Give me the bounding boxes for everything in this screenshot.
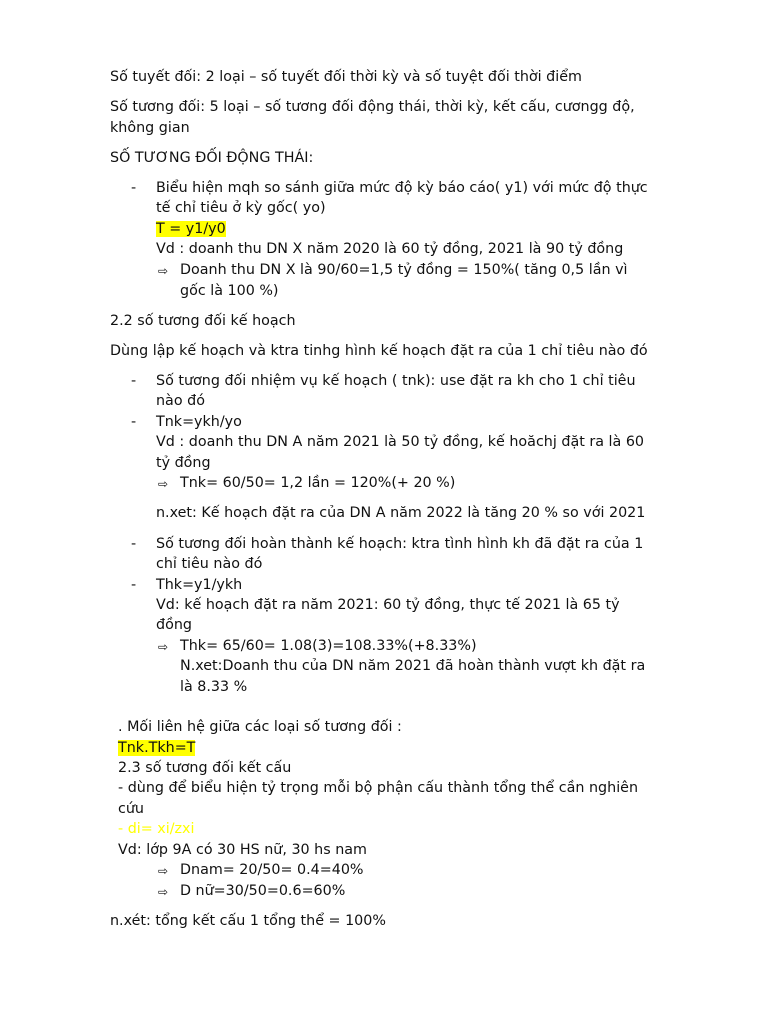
bullet-dash: - xyxy=(131,180,137,196)
formula-text: Thk=y1/ykh xyxy=(156,577,243,593)
bullet-dash: - xyxy=(131,414,137,430)
example-text: Vd: lớp 9A có 30 HS nữ, 30 hs nam xyxy=(118,842,367,858)
heading-plan: 2.2 số tương đối kế hoạch xyxy=(110,313,296,329)
arrow-icon: ⇨ xyxy=(158,885,169,899)
paragraph-structure-cont: cứu xyxy=(118,801,144,817)
bullet-text-cont: nào đó xyxy=(156,393,205,409)
example-text-cont: đồng xyxy=(156,617,192,633)
comment-text-cont: là 8.33 % xyxy=(180,679,248,695)
formula-highlight: Tnk.Tkh=T xyxy=(118,740,196,756)
arrow-icon: ⇨ xyxy=(158,477,169,491)
arrow-icon: ⇨ xyxy=(158,864,169,878)
example-text: Vd: kế hoạch đặt ra năm 2021: 60 tỷ đồng, thực tế 2021 là 65 tỷ xyxy=(156,597,620,613)
formula-text: Tnk=ykh/yo xyxy=(156,414,242,430)
arrow-text: Doanh thu DN X là 90/60=1,5 tỷ đồng = 150%( tăng 0,5 lần vì xyxy=(180,262,628,278)
example-text: Vd : doanh thu DN X năm 2020 là 60 tỷ đồng, 2021 là 90 tỷ đồng xyxy=(156,241,624,257)
arrow-text: Thk= 65/60= 1.08(3)=108.33%(+8.33%) xyxy=(180,638,477,654)
bullet-text-cont: tế chỉ tiêu ở kỳ gốc( yo) xyxy=(156,200,326,216)
formula-highlight: T = y1/y0 xyxy=(156,221,226,237)
paragraph-plan: Dùng lập kế hoạch và ktra tinhg hình kế hoạch đặt ra của 1 chỉ tiêu nào đó xyxy=(110,343,648,359)
arrow-text: D nữ=30/50=0.6=60% xyxy=(180,883,346,899)
formula-yellow-text: - di= xi/zxi xyxy=(118,821,195,837)
arrow-text-cont: gốc là 100 %) xyxy=(180,283,279,299)
example-text: Vd : doanh thu DN A năm 2021 là 50 tỷ đồng, kế hoăchj đặt ra là 60 xyxy=(156,434,645,450)
heading-dynamic: SỐ TƯƠNG ĐỐI ĐỘNG THÁI: xyxy=(110,150,314,166)
paragraph-relative: Số tương đối: 5 loại – số tương đối động thái, thời kỳ, kết cấu, cươngg độ, xyxy=(110,99,635,115)
bullet-text: Số tương đối hoàn thành kế hoạch: ktra tình hình kh đã đặt ra của 1 xyxy=(156,536,644,552)
bullet-dash: - xyxy=(131,373,137,389)
paragraph-absolute: Số tuyết đối: 2 loại – số tuyết đối thời kỳ và số tuyệt đối thời điểm xyxy=(110,69,582,85)
comment-text: n.xét: tổng kết cấu 1 tổng thể = 100% xyxy=(110,913,386,929)
bullet-dash: - xyxy=(131,577,137,593)
paragraph-relative-cont: không gian xyxy=(110,120,190,136)
arrow-icon: ⇨ xyxy=(158,640,169,654)
example-text-cont: tỷ đồng xyxy=(156,455,211,471)
arrow-icon: ⇨ xyxy=(158,264,169,278)
comment-text: N.xet:Doanh thu của DN năm 2021 đã hoàn thành vượt kh đặt ra xyxy=(180,658,646,674)
arrow-text: Dnam= 20/50= 0.4=40% xyxy=(180,862,364,878)
bullet-dash: - xyxy=(131,536,137,552)
bullet-text: Số tương đối nhiệm vụ kế hoạch ( tnk): use đặt ra kh cho 1 chỉ tiêu xyxy=(156,373,636,389)
arrow-text: Tnk= 60/50= 1,2 lần = 120%(+ 20 %) xyxy=(180,475,456,491)
bullet-text-cont: chỉ tiêu nào đó xyxy=(156,556,263,572)
comment-text: n.xet: Kế hoạch đặt ra của DN A năm 2022 là tăng 20 % so với 2021 xyxy=(156,505,646,521)
paragraph-relation: . Mối liên hệ giữa các loại số tương đối : xyxy=(118,719,402,735)
heading-structure: 2.3 số tương đối kết cấu xyxy=(118,760,292,776)
bullet-text: Biểu hiện mqh so sánh giữa mức độ kỳ báo cáo( y1) với mức độ thực xyxy=(156,180,648,196)
paragraph-structure: - dùng để biểu hiện tỷ trọng mỗi bộ phận cấu thành tổng thể cần nghiên xyxy=(118,780,639,796)
